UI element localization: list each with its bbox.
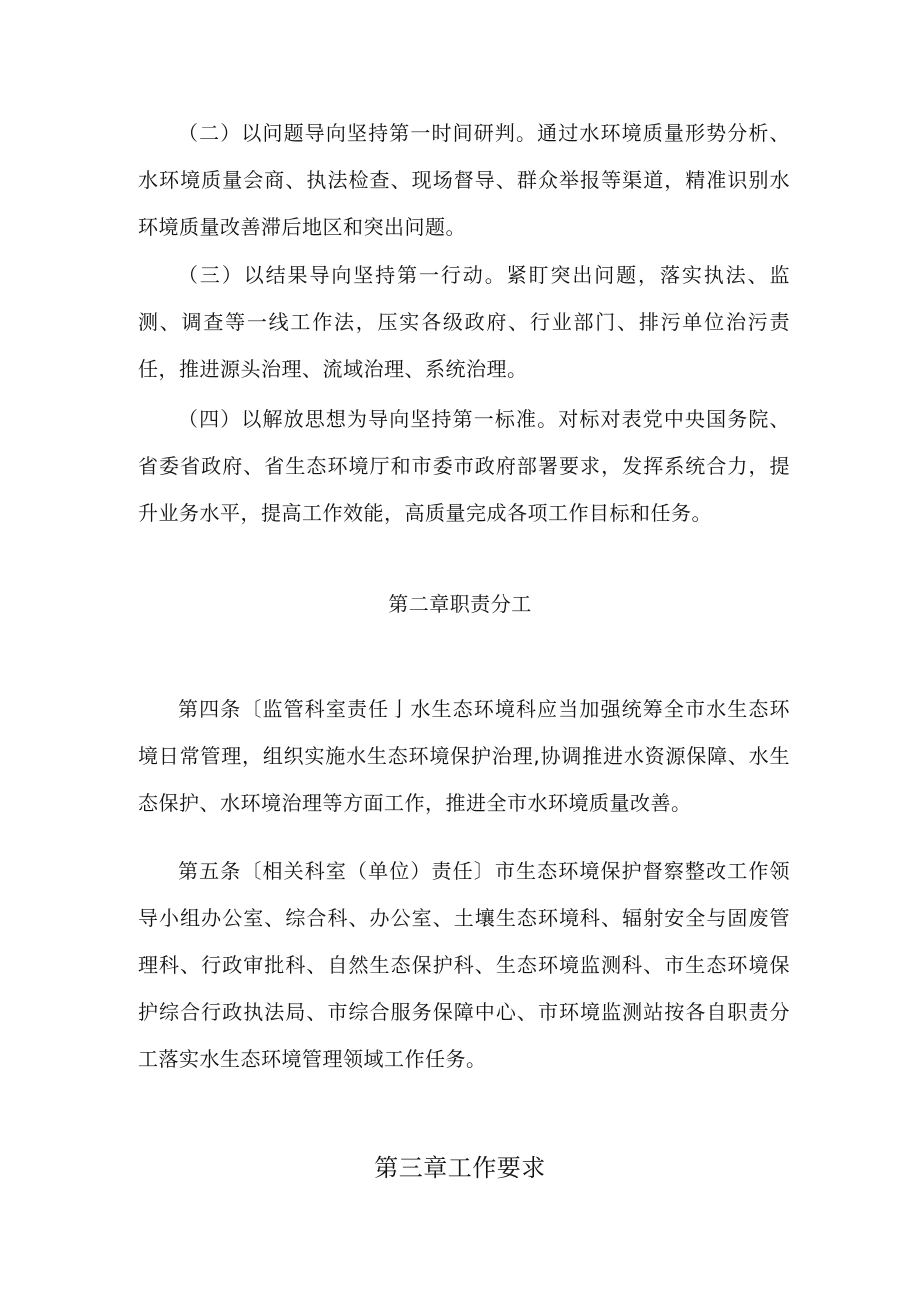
chapter-3-title: 第三章工作要求 [374,1154,546,1182]
paragraph-item-4: （四）以解放思想为导向坚持第一标准。对标对表党中央国务院、省委省政府、省生态环境厅和市委市政府部署要求，发挥系统合力，提升业务水平，提高工作效能，高质量完成各项工作目标和任务。 [138,407,790,525]
article-5: 第五条〔相关科室（单位）责任〕市生态环境保护督察整改工作领导小组办公室、综合科、办公室、土壤生态环境科、辐射安全与固废管理科、行政审批科、自然生态保护科、生态环境监测科、市生态环境保护综合行政执法局、市综合服务保障中心、市环境监测站按各自职责分工落实水生态环境管理领域工作任务。 [138,859,790,1071]
paragraph-item-3: （三）以结果导向坚持第一行动。紧盯突出问题，落实执法、监测、调查等一线工作法，压实各级政府、行业部门、排污单位治污责任，推进源头治理、流域治理、系统治理。 [138,263,790,381]
chapter-2-title: 第二章职责分工 [388,592,532,616]
paragraph-item-2: （二）以问题导向坚持第一时间研判。通过水环境质量形势分析、水环境质量会商、执法检查、现场督导、群众举报等渠道，精准识别水环境质量改善滞后地区和突出问题。 [138,121,790,239]
article-4: 第四条〔监管科室责任亅水生态环境科应当加强统筹全市水生态环境日常管理，组织实施水生态环境保护治理,协调推进水资源保障、水生态保护、水环境治理等方面工作，推进全市水环境质量改善。 [138,697,790,815]
